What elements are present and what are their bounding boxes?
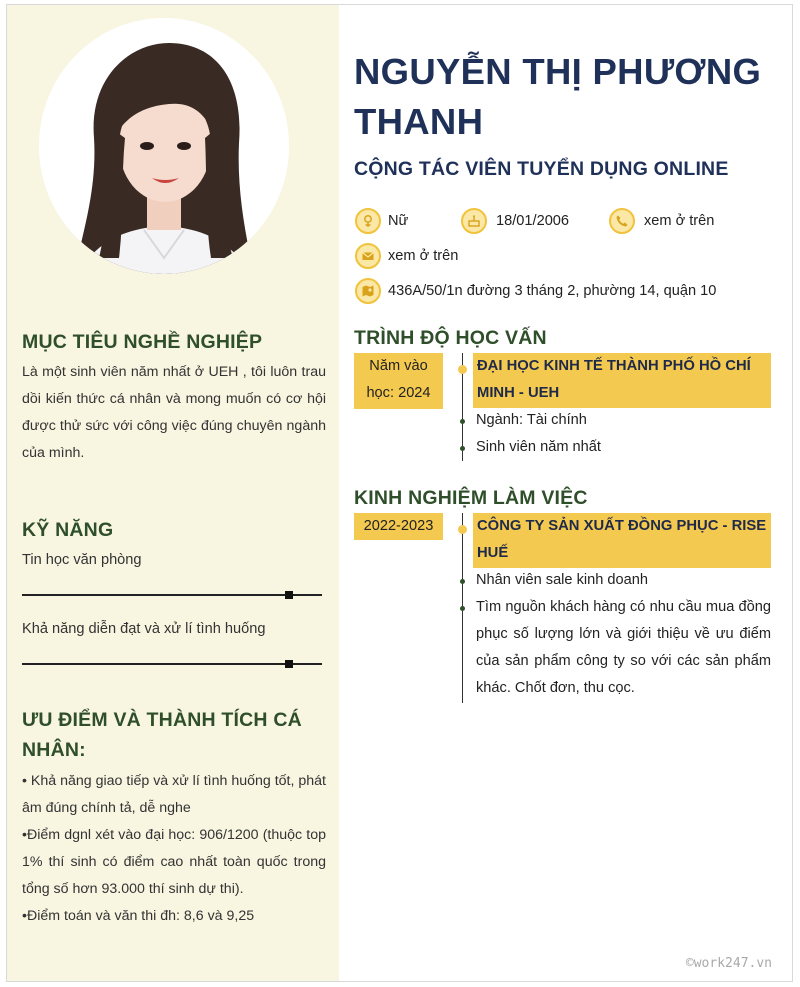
experience-detail: Nhân viên sale kinh doanh: [476, 572, 649, 588]
education-detail: Ngành: Tài chính: [476, 412, 587, 428]
objective-heading: MỤC TIÊU NGHỀ NGHIỆP: [22, 331, 263, 353]
experience-company: CÔNG TY SẢN XUẤT ĐỒNG PHỤC - RISE HUẾ: [473, 513, 771, 568]
info-phone: [609, 208, 714, 234]
phone-value: xem ở trên: [644, 213, 715, 229]
education-period: Năm vào học: 2024: [354, 353, 443, 409]
gender-value: Nữ: [388, 213, 409, 229]
bullet-dot: [460, 606, 465, 611]
info-address: [355, 278, 716, 304]
achievement-item: •Điểm dgnl xét vào đại học: 906/1200 (thuộc top 1% thí sinh có điểm cao nhất toàn quốc trong tổng số hơn 93.000 thí sinh dự thi).: [22, 827, 326, 897]
objective-text: Là một sinh viên năm nhất ở UEH , tôi luôn trau dồi kiến thức cá nhân và mong muốn có cơ hội được thử sức với công việc đúng chuyên ngành của mình.: [22, 364, 326, 461]
candidate-name: NGUYỄN THỊ PHƯƠNG THANH: [354, 51, 762, 142]
achievement-item: • Khả năng giao tiếp và xử lí tình huống tốt, phát âm đúng chính tả, dễ nghe: [22, 773, 326, 816]
timeline-dot: [458, 365, 467, 374]
bullet-dot: [460, 419, 465, 424]
address-value: 436A/50/1n đường 3 tháng 2, phường 14, quận 10: [388, 283, 717, 299]
skills-heading: KỸ NĂNG: [22, 519, 114, 541]
info-email: [355, 243, 458, 269]
avatar: [39, 18, 289, 274]
gender-icon: [355, 208, 381, 234]
skill-level-marker: [285, 591, 293, 599]
sidebar: [7, 5, 339, 981]
cv-page: [6, 4, 793, 982]
phone-icon: [609, 208, 635, 234]
bullet-dot: [460, 579, 465, 584]
email-value: xem ở trên: [388, 248, 459, 264]
timeline-dot: [458, 525, 467, 534]
cake-icon: [461, 208, 487, 234]
education-school: ĐẠI HỌC KINH TẾ THÀNH PHỐ HỒ CHÍ MINH - UEH: [473, 353, 771, 408]
achievements-heading: ƯU ĐIỂM VÀ THÀNH TÍCH CÁ NHÂN:: [22, 709, 302, 761]
experience-heading: KINH NGHIỆM LÀM VIỆC: [354, 487, 588, 509]
skill-label: Tin học văn phòng: [22, 552, 142, 568]
info-gender: [355, 208, 408, 234]
mail-icon: [355, 243, 381, 269]
bullet-dot: [460, 446, 465, 451]
education-detail: Sinh viên năm nhất: [476, 439, 601, 455]
skill-level-marker: [285, 660, 293, 668]
experience-detail: Tìm nguồn khách hàng có nhu cầu mua đồng phục số lượng lớn và giới thiệu về ưu điểm của sản phẩm công ty so với các sản phẩm khác. Chốt đơn, thu cọc.: [476, 599, 771, 696]
skill-bar: [22, 594, 322, 596]
achievement-item: •Điểm toán và văn thi đh: 8,6 và 9,25: [22, 908, 255, 924]
birthday-value: 18/01/2006: [496, 213, 570, 229]
info-birthday: [461, 208, 569, 234]
skill-bar: [22, 663, 322, 665]
map-icon: [355, 278, 381, 304]
job-title: CỘNG TÁC VIÊN TUYỂN DỤNG ONLINE: [354, 158, 729, 180]
education-heading: TRÌNH ĐỘ HỌC VẤN: [354, 327, 547, 349]
skill-label: Khả năng diễn đạt và xử lí tình huống: [22, 621, 266, 637]
watermark: ©work247.vn: [685, 956, 772, 971]
experience-period: 2022-2023: [354, 513, 443, 540]
